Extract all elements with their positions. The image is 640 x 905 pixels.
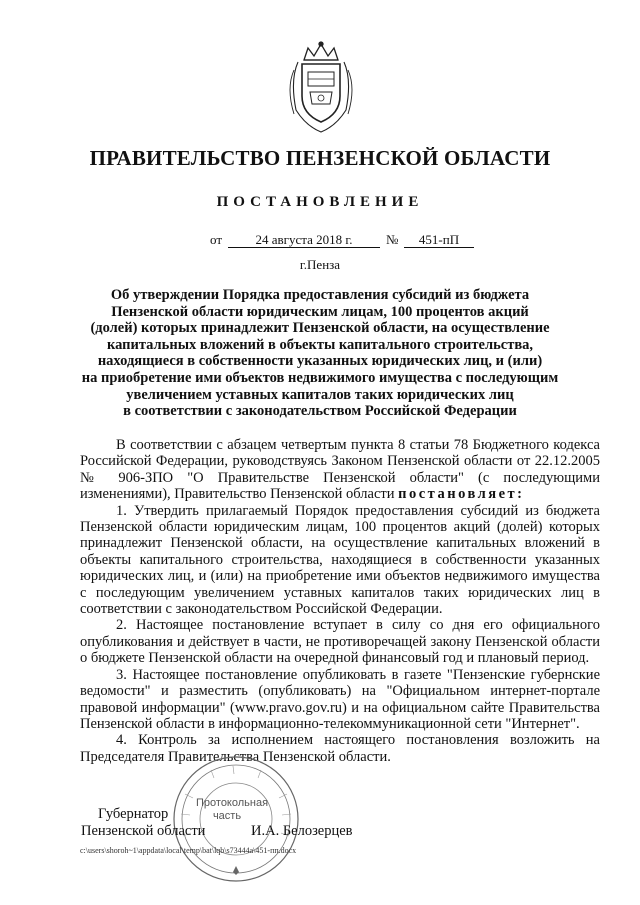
body-paragraph: 4. Контроль за исполнением настоящего постановления возложить на Председателя Правительства Пензенской области.: [80, 732, 600, 765]
document-date: 24 августа 2018 г.: [228, 232, 380, 248]
subject-line: Пензенской области юридическим лицам, 100 процентов акций: [111, 303, 529, 320]
signatory-title: Губернатор: [98, 806, 169, 822]
preamble-text: В соответствии с абзацем четвертым пункта 8 статьи 78 Бюджетного кодекса Российской Федерации, руководствуясь Законом Пензенской области от 22.12.2005 № 906-ЗПО "О Правительстве Пензенской области" (с последующими изменениями), Правительство Пензенской области: [80, 437, 600, 503]
subject-line: капитальных вложений в объекты капитального строительства,: [106, 336, 534, 353]
subject-line: Об утверждении Порядка предоставления субсидий из бюджета: [110, 287, 530, 303]
body-paragraph: 3. Настоящее постановление опубликовать в газете "Пензенские губернские ведомости" и разместить (опубликовать) на "Официальном интернет-портале правовой информации" (www.pravo.gov.ru) и на официальном сайте Правительства Пензенской области в информационно-телекоммуникационной сети "Интернет".: [80, 666, 600, 732]
document-body: [80, 437, 600, 765]
document-type: ПОСТАНОВЛЕНИЕ: [216, 194, 424, 210]
document-number: 451-пП: [404, 232, 474, 248]
decree-word: постановляет:: [398, 486, 525, 503]
city: г.Пенза: [299, 257, 341, 272]
body-paragraph: 2. Настоящее постановление вступает в силу со дня его официального опубликования и действует в части, не противоречащей закону Пензенской области о бюджете Пензенской области на очередной финансовый год и плановый период.: [80, 617, 600, 667]
number-prefix: №: [386, 232, 399, 247]
signature-line: [81, 823, 353, 840]
signatory-region: Пензенской области: [81, 823, 206, 839]
preamble-paragraph: [80, 437, 600, 503]
stamp-line: часть: [212, 810, 242, 822]
government-title: ПРАВИТЕЛЬСТВО ПЕНЗЕНСКОЙ ОБЛАСТИ: [89, 146, 551, 170]
signatory-name: И.А. Белозерцев: [251, 823, 353, 839]
coat-of-arms-emblem: [282, 40, 360, 134]
stamp-text: [196, 797, 269, 823]
body-paragraph: 1. Утвердить прилагаемый Порядок предоставления субсидий из бюджета Пензенской области юридическим лицам, 100 процентов акций (долей) которых принадлежит Пензенской области, на осуществление капитальных вложений в объекты капитального строительства, находящиеся в собственности указанных юридических лиц, и (или) на приобретение ими объектов недвижимого имущества с последующим увеличением уставных капиталов таких юридических лиц в соответствии с законодательством Российской Федерации.: [80, 502, 600, 618]
footer-file-path: c:\users\shoroh~1\appdata\local\temp\bat\lqb\s73444a\451-пп.docx: [80, 846, 297, 855]
date-number-line: [200, 232, 490, 250]
subject-line: увеличением уставных капиталов таких юридических лиц: [126, 386, 514, 403]
stamp-line: Протокольная: [196, 797, 269, 809]
date-prefix: от: [210, 232, 223, 247]
subject-line: (долей) которых принадлежит Пензенской области, на осуществление: [90, 320, 550, 337]
subject-line: на приобретение ими объектов недвижимого имущества с последующим: [81, 369, 559, 386]
document-subject: [0, 287, 640, 420]
subject-line: находящиеся в собственности указанных юридических лиц, и (или): [97, 353, 543, 370]
subject-line: в соответствии с законодательством Российской Федерации: [123, 403, 517, 420]
